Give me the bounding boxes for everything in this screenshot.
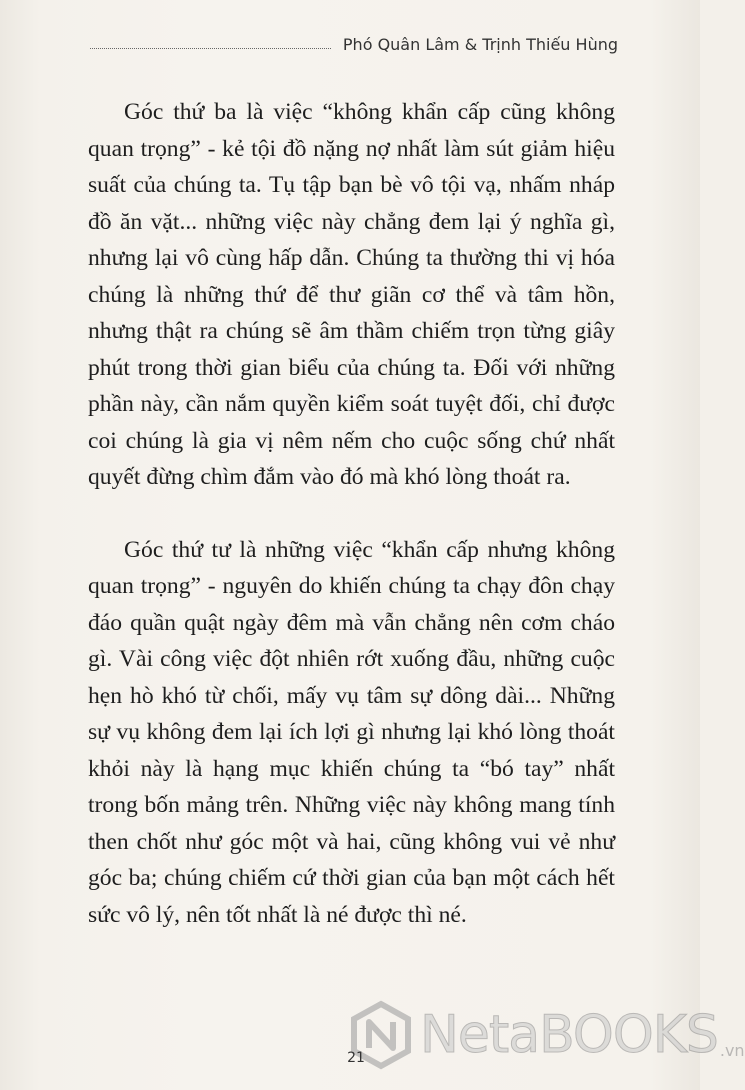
dotted-rule <box>90 48 331 49</box>
paragraph-fourth-quadrant: Góc thứ tư là những việc “khẩn cấp nhưng không quan trọng” - nguyên do khiến chúng ta chạy đôn chạy đáo quần quật ngày đêm mà vẫn chẳng nên cơm cháo gì. Vài công việc đột nhiên rớt xuống đầu, những cuộc hẹn hò khó từ chối, mấy vụ tâm sự dông dài... Những sự vụ không đem lại ích lợi gì nhưng lại khó lòng thoát khỏi này là hạng mục khiến chúng ta “bó tay” nhất trong bốn mảng trên. Những việc này không mang tính then chốt như góc một và hai, cũng không vui vẻ như góc ba; chúng chiếm cứ thời gian của bạn một cách hết sức vô lý, nên tốt nhất là né được thì né. <box>88 536 615 928</box>
author-names: Phó Quân Lâm & Trịnh Thiếu Hùng <box>342 35 618 54</box>
body-text <box>88 94 615 933</box>
page-number: 21 <box>347 1050 365 1066</box>
paragraph-third-quadrant: Góc thứ ba là việc “không khẩn cấp cũng không quan trọng” - kẻ tội đồ nặng nợ nhất làm sút giảm hiệu suất của chúng ta. Tụ tập bạn bè vô tội vạ, nhấm nháp đồ ăn vặt... những việc này chẳng đem lại ý nghĩa gì, nhưng lại vô cùng hấp dẫn. Chúng ta thường thi vị hóa chúng là những thứ để thư giãn cơ thể và tâm hồn, nhưng thật ra chúng sẽ âm thầm chiếm trọn từng giây phút trong thời gian biểu của chúng ta. Đối với những phần này, cần nắm quyền kiểm soát tuyệt đối, chỉ được coi chúng là gia vị nêm nếm cho cuộc sống chứ nhất quyết đừng chìm đắm vào đó mà khó lòng thoát ra. <box>88 99 615 490</box>
watermark <box>346 1000 745 1070</box>
watermark-brand: NetaBOOKS <box>420 1005 718 1065</box>
watermark-domain: .vn <box>719 1041 745 1060</box>
running-header <box>90 32 618 54</box>
